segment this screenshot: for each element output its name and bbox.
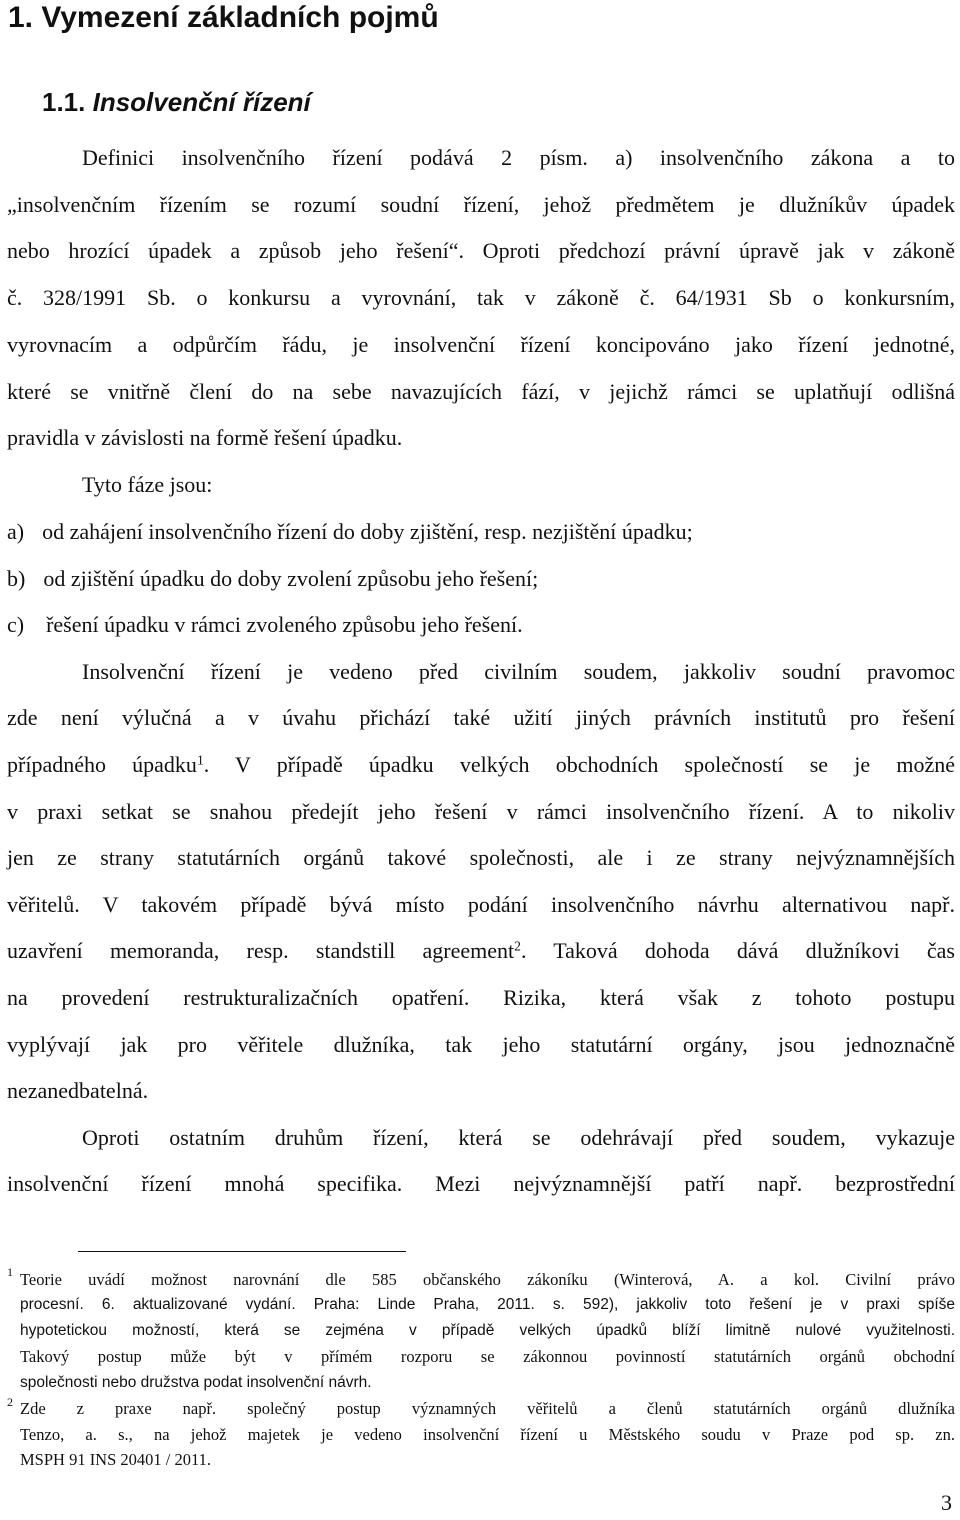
- footnote-2-line: MSPH 91 INS 20401 / 2011.: [20, 1450, 211, 1469]
- phase-marker: c): [7, 612, 25, 637]
- phase-item: [7, 610, 523, 640]
- phase-marker: a): [7, 519, 25, 544]
- phase-text: řešení úpadku v rámci zvoleného způsobu jeho řešení.: [46, 612, 523, 637]
- phase-text: od zahájení insolvenčního řízení do doby zjištění, resp. nezjištění úpadku;: [42, 519, 693, 544]
- paragraph-1-line: Definici insolvenčního řízení podává 2 písm. a) insolvenčního zákona a to: [82, 145, 955, 170]
- footnote-1-marker: 1: [7, 1265, 13, 1279]
- footnote-2-marker: 2: [7, 1395, 13, 1409]
- chapter-heading: 1. Vymezení základních pojmů: [8, 1, 439, 34]
- footnote-ref-2[interactable]: 2: [514, 938, 521, 954]
- paragraph-2-line: zde není výlučná a v úvahu přichází také užití jiných právních institutů pro řešení: [7, 705, 955, 730]
- footnote-1-line: společnosti nebo družstva podat insolvenční návrh.: [20, 1374, 372, 1391]
- phases-intro: Tyto fáze jsou:: [82, 472, 213, 497]
- section-number: 1.1.: [42, 87, 86, 117]
- footnote-1-line: Teorie uvádí možnost narovnání dle 585 občanského zákoníku (Winterová, A. a kol. Civilní právo: [20, 1270, 955, 1289]
- phase-item: [7, 564, 538, 594]
- paragraph-2-line: věřitelů. V takovém případě bývá místo podání insolvenčního návrhu alternativou např.: [7, 892, 955, 917]
- phase-marker: b): [7, 566, 26, 591]
- footnote-2-line: Tenzo, a. s., na jehož majetek je vedeno insolvenční řízení u Městského soudu v Praze pod sp. zn.: [20, 1425, 955, 1444]
- footnote-ref-1[interactable]: 1: [196, 752, 204, 768]
- footnote-1-line: Takový postup může být v přímém rozporu se zákonnou povinností statutárních orgánů obchodní: [20, 1347, 955, 1366]
- footnote-1-line: procesní. 6. aktualizované vydání. Praha: Linde Praha, 2011. s. 592), jakkoliv toto řešení je v praxi spíše: [20, 1296, 955, 1313]
- paragraph-2-line: na provedení restrukturalizačních opatření. Rizika, která však z tohoto postupu: [7, 985, 955, 1010]
- page-number: 3: [941, 1490, 952, 1515]
- paragraph-3-line: insolvenční řízení mnohá specifika. Mezi nejvýznamnější patří např. bezprostřední: [7, 1171, 955, 1196]
- paragraph-2-line: vyplývají jak pro věřitele dlužníka, tak jeho statutární orgány, jsou jednoznačně: [7, 1032, 955, 1057]
- footnote-1-line: hypotetickou možností, která se zejména v případě velkých úpadků blíží limitně nulové využitelnosti.: [20, 1322, 955, 1339]
- paragraph-1-line: „insolvenčním řízením se rozumí soudní řízení, jehož předmětem je dlužníkův úpadek: [7, 192, 955, 217]
- section-heading: [42, 86, 311, 118]
- paragraph-1-line: nebo hrozící úpadek a způsob jeho řešení“. Oproti předchozí právní úpravě jak v zákoně: [7, 238, 955, 263]
- paragraph-2-line: nezanedbatelná.: [7, 1078, 149, 1103]
- footnote-2-line: Zde z praxe např. společný postup významných věřitelů a členů statutárních orgánů dlužníka: [20, 1399, 955, 1418]
- paragraph-3-line: Oproti ostatním druhům řízení, která se odehrávají před soudem, vykazuje: [82, 1125, 955, 1150]
- paragraph-1-line: č. 328/1991 Sb. o konkursu a vyrovnání, tak v zákoně č. 64/1931 Sb o konkursním,: [7, 285, 955, 310]
- paragraph-2-line: případného úpadku$^1$. V případě úpadku velkých obchodních společností se je možné: [7, 752, 955, 777]
- paragraph-1-line: pravidla v závislosti na formě řešení úpadku.: [7, 425, 403, 450]
- phase-item: [7, 517, 693, 547]
- footnote-separator: [78, 1251, 406, 1252]
- paragraph-2-line: v praxi setkat se snahou předejít jeho řešení v rámci insolvenčního řízení. A to nikoliv: [7, 799, 955, 824]
- paragraph-1-line: vyrovnacím a odpůrčím řádu, je insolvenční řízení koncipováno jako řízení jednotné,: [7, 332, 955, 357]
- paragraph-2-line: jen ze strany statutárních orgánů takové společnosti, ale i ze strany nejvýznamnějších: [7, 845, 955, 870]
- paragraph-1-line: které se vnitřně člení do na sebe navazujících fází, v jejichž rámci se uplatňují odlišná: [7, 379, 955, 404]
- paragraph-2-line: Insolvenční řízení je vedeno před civilním soudem, jakkoliv soudní pravomoc: [82, 659, 955, 684]
- phase-text: od zjištění úpadku do doby zvolení způsobu jeho řešení;: [43, 566, 539, 591]
- section-title: Insolvenční řízení: [92, 87, 311, 117]
- paragraph-2-line: uzavření memoranda, resp. standstill agreement$^2$. Taková dohoda dává dlužníkovi čas: [7, 938, 955, 963]
